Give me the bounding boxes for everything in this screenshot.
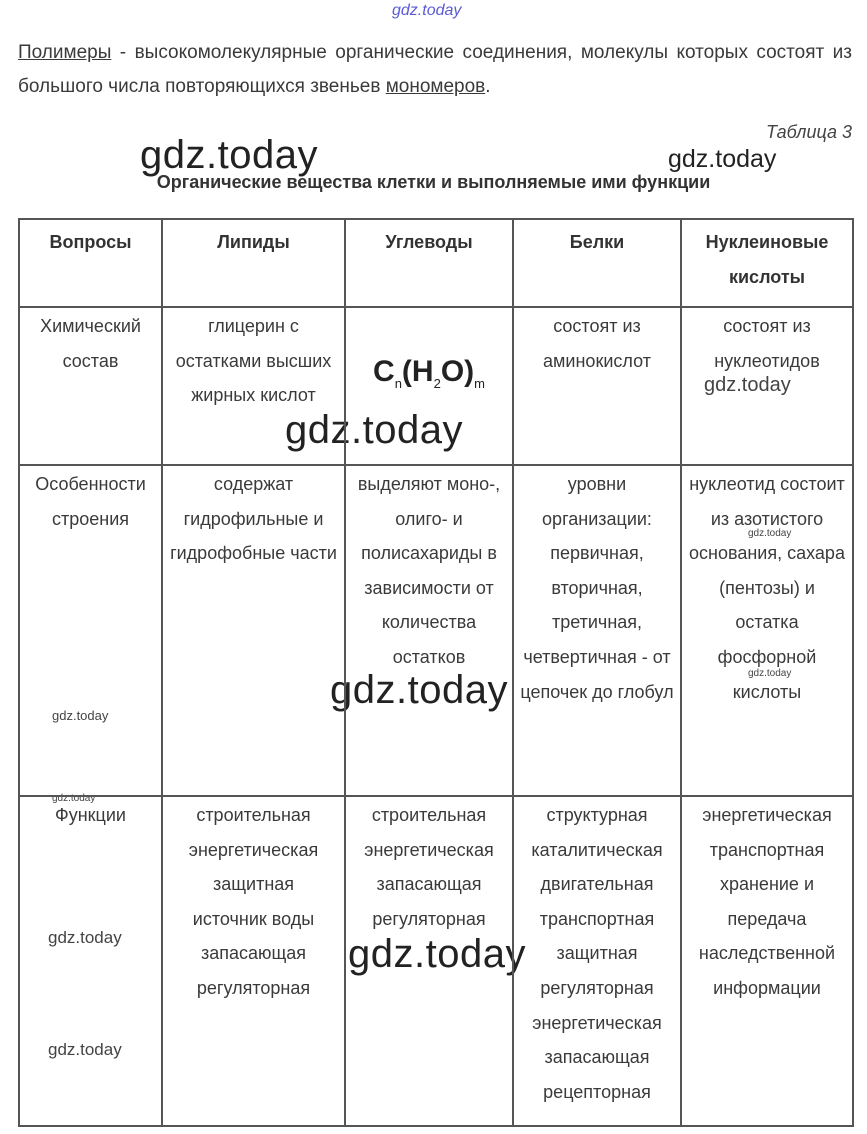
list-item: регуляторная: [196, 977, 311, 998]
table-title: Органические вещества клетки и выполняемые ими функции: [156, 172, 711, 192]
list-item: транспортная: [539, 908, 655, 929]
header-proteins: Белки: [513, 219, 681, 307]
list-item: запасающая: [376, 874, 482, 895]
list-item: строительная: [196, 805, 311, 825]
organic-substances-table: [18, 218, 854, 1127]
list-item: запасающая: [544, 1047, 650, 1068]
table-row: [19, 307, 853, 465]
header-nucleic: Нуклеиновые кислоты: [681, 219, 853, 307]
list-item: энергетическая: [532, 1012, 662, 1033]
list-item: транспортная: [709, 839, 825, 860]
table-label: Таблица 3: [765, 122, 852, 142]
list-item: защитная: [212, 874, 295, 895]
list-item: энергетическая: [702, 805, 832, 825]
watermark-small: gdz.today: [48, 928, 122, 947]
list-item: каталитическая: [531, 839, 663, 860]
cell-proteins: состоят из аминокислот: [513, 307, 681, 465]
list-item: регуляторная: [540, 977, 654, 998]
watermark-large: gdz.today: [140, 133, 318, 177]
watermark-small: gdz.today: [52, 708, 109, 723]
list-item: защитная: [556, 943, 638, 964]
carbohydrate-formula: $C_n(H_2O)_m$: [373, 355, 485, 391]
header-lipids: Липиды: [162, 219, 345, 307]
intro-paragraph: [18, 36, 852, 104]
intro-end: .: [485, 76, 491, 97]
watermark-small: gdz.today: [748, 668, 792, 679]
cell-carbs-functions: [345, 796, 513, 1126]
header-questions: Вопросы: [19, 219, 162, 307]
cell-nucleic: нуклеотид состоит из азотистого основания, сахара (пентозы) и остатка фосфорной кислоты: [681, 465, 853, 796]
watermark-small: gdz.today: [748, 528, 792, 539]
cell-nucleic-functions: [681, 796, 853, 1126]
watermark-large: gdz.today: [285, 408, 463, 452]
list-item: энергетическая: [364, 839, 494, 860]
intro-text: - высокомолекулярные органические соединения, молекулы которых состоят из большого числа повторяющихся звеньев: [18, 42, 852, 97]
cell-question: Химический состав: [19, 307, 162, 465]
list-item: двигательная: [540, 874, 654, 895]
header-carbs: Углеводы: [345, 219, 513, 307]
cell-proteins: уровни организации: первичная, вторичная, третичная, четвертичная - от цепочек до глобул: [513, 465, 681, 796]
list-item: источник воды: [192, 908, 315, 929]
cell-question: Особенности строения: [19, 465, 162, 796]
watermark-large: gdz.today: [348, 932, 526, 976]
watermark-small: gdz.today: [48, 1040, 122, 1059]
watermark-medium: gdz.today: [704, 374, 791, 396]
watermark-top: gdz.today: [392, 2, 462, 19]
cell-lipids: глицерин с остатками высших жирных кислот: [162, 307, 345, 465]
term-polymers: Полимеры: [18, 42, 112, 63]
cell-lipids: содержат гидрофильные и гидрофобные части: [162, 465, 345, 796]
cell-carbs: выделяют моно-, олиго- и полисахариды в зависимости от количества остатков: [345, 465, 513, 796]
term-monomers: мономеров: [385, 76, 486, 97]
cell-question: Функции: [19, 796, 162, 1126]
cell-nucleic: состоят из нуклеотидов: [681, 307, 853, 465]
table-row: [19, 465, 853, 796]
list-item: хранение и передача наследственной информации: [698, 874, 836, 998]
list-item: запасающая: [200, 943, 307, 964]
table-header-row: [19, 219, 853, 307]
list-item: строительная: [371, 805, 487, 825]
watermark-medium: gdz.today: [668, 145, 777, 173]
cell-lipids-functions: [162, 796, 345, 1126]
watermark-small: gdz.today: [52, 793, 96, 804]
cell-carbs: [345, 307, 513, 465]
table-row: [19, 796, 853, 1126]
watermark-large: gdz.today: [330, 668, 508, 712]
list-item: энергетическая: [188, 839, 319, 860]
list-item: регуляторная: [372, 908, 486, 929]
cell-proteins-functions: [513, 796, 681, 1126]
list-item: рецепторная: [543, 1081, 651, 1102]
list-item: структурная: [546, 805, 648, 825]
